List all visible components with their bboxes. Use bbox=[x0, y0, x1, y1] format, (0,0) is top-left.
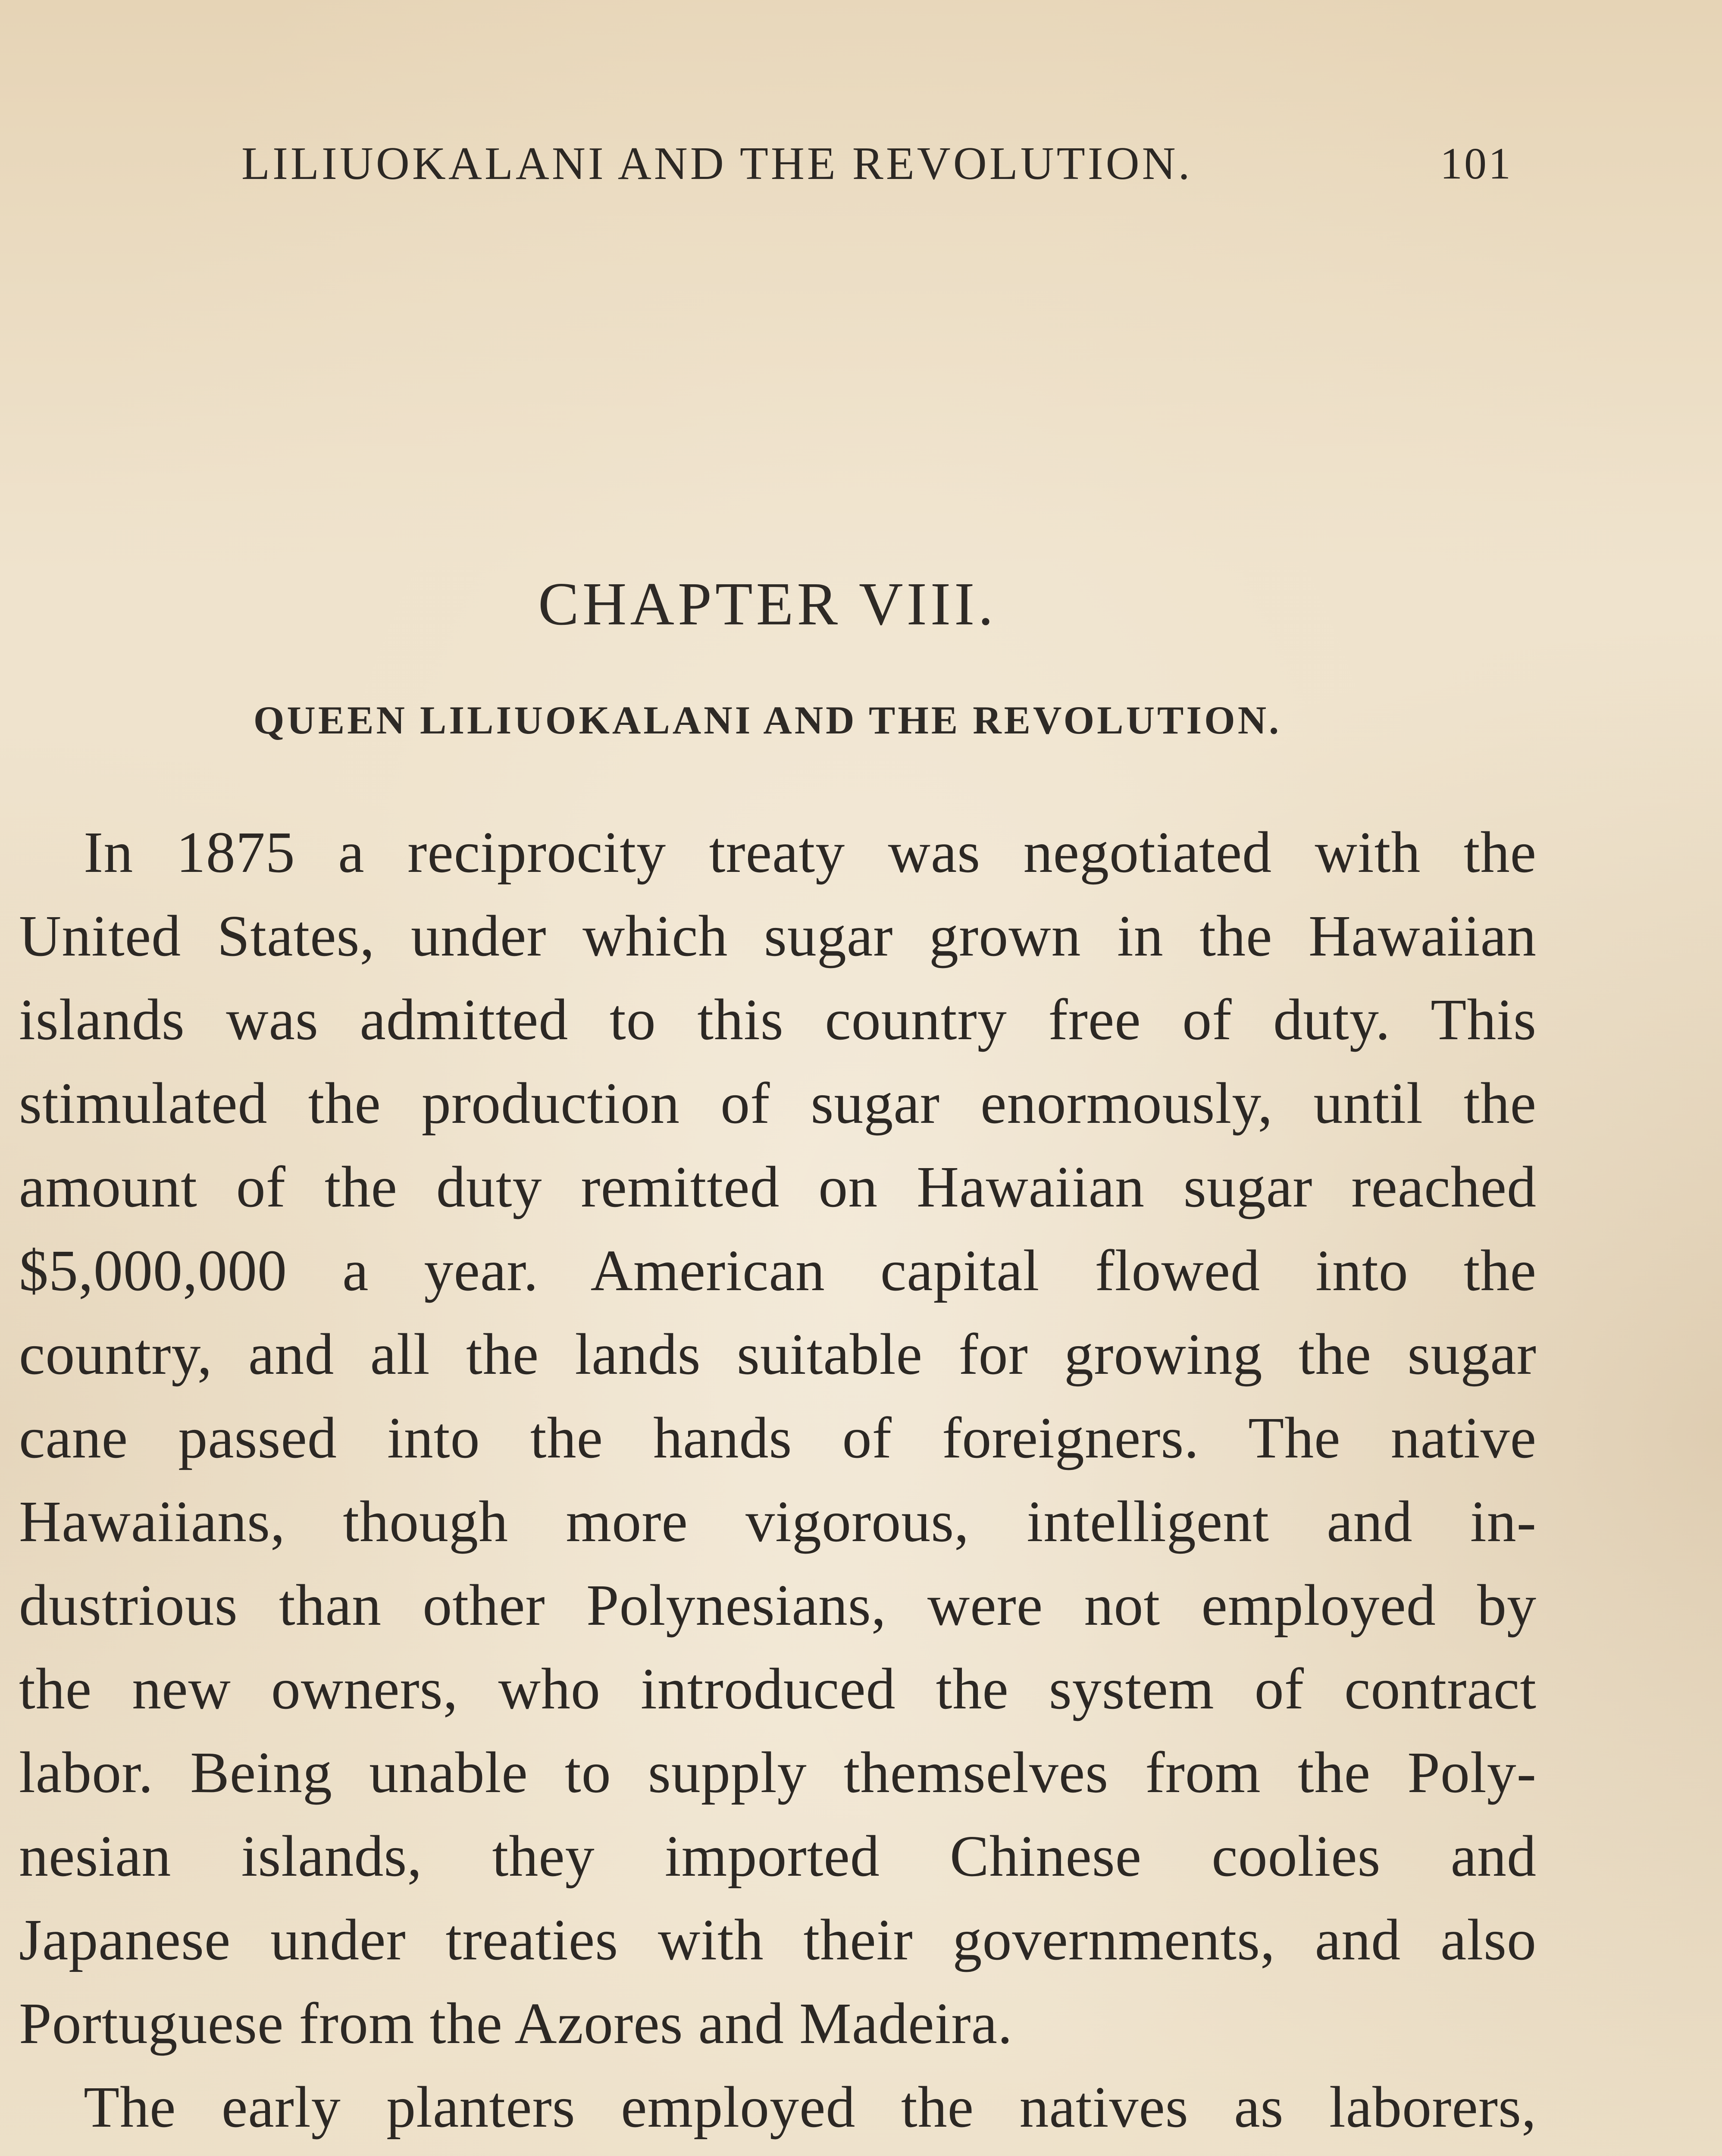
text-line: Japanese under treaties with their governments, and also bbox=[19, 1908, 1537, 1972]
text-line: labor. Being unable to supply themselves from the Poly- bbox=[19, 1740, 1537, 1805]
text-line: country, and all the lands suitable for growing the sugar bbox=[19, 1322, 1537, 1387]
text-line: stimulated the production of sugar enormously, until the bbox=[19, 1071, 1537, 1136]
text-line bbox=[19, 2149, 1537, 2156]
text-line: dustrious than other Polynesians, were not employed by bbox=[19, 1573, 1537, 1638]
body-text bbox=[19, 811, 1537, 2156]
text-line: the new owners, who introduced the system of contract bbox=[19, 1657, 1537, 1721]
running-title: LILIUOKALANI AND THE REVOLUTION. bbox=[241, 138, 1193, 189]
text-line: nesian islands, they imported Chinese coolies and bbox=[19, 1824, 1537, 1889]
text-line: islands was admitted to this country free of duty. This bbox=[19, 987, 1537, 1052]
text-line: United States, under which sugar grown in the Hawaiian bbox=[19, 904, 1537, 968]
paragraph-2 bbox=[19, 2065, 1537, 2156]
page-number: 101 bbox=[1440, 139, 1512, 188]
text-line: Hawaiians, though more vigorous, intelligent and in- bbox=[19, 1489, 1537, 1554]
text-line: In 1875 a reciprocity treaty was negotiated with the bbox=[84, 820, 1537, 885]
text-line: cane passed into the hands of foreigners. The native bbox=[19, 1406, 1537, 1470]
chapter-number: CHAPTER VIII. bbox=[538, 570, 997, 638]
running-head bbox=[0, 129, 1722, 198]
text-line: The early planters employed the natives as laborers, bbox=[84, 2075, 1537, 2140]
chapter-title: QUEEN LILIUOKALANI AND THE REVOLUTION. bbox=[253, 698, 1282, 742]
text-line: amount of the duty remitted on Hawaiian sugar reached bbox=[19, 1155, 1537, 1219]
text-line: Portuguese from the Azores and Madeira. bbox=[19, 1991, 1013, 2056]
paragraph-1 bbox=[19, 811, 1537, 2065]
text-line: $5,000,000 a year. American capital flowed into the bbox=[19, 1238, 1537, 1303]
